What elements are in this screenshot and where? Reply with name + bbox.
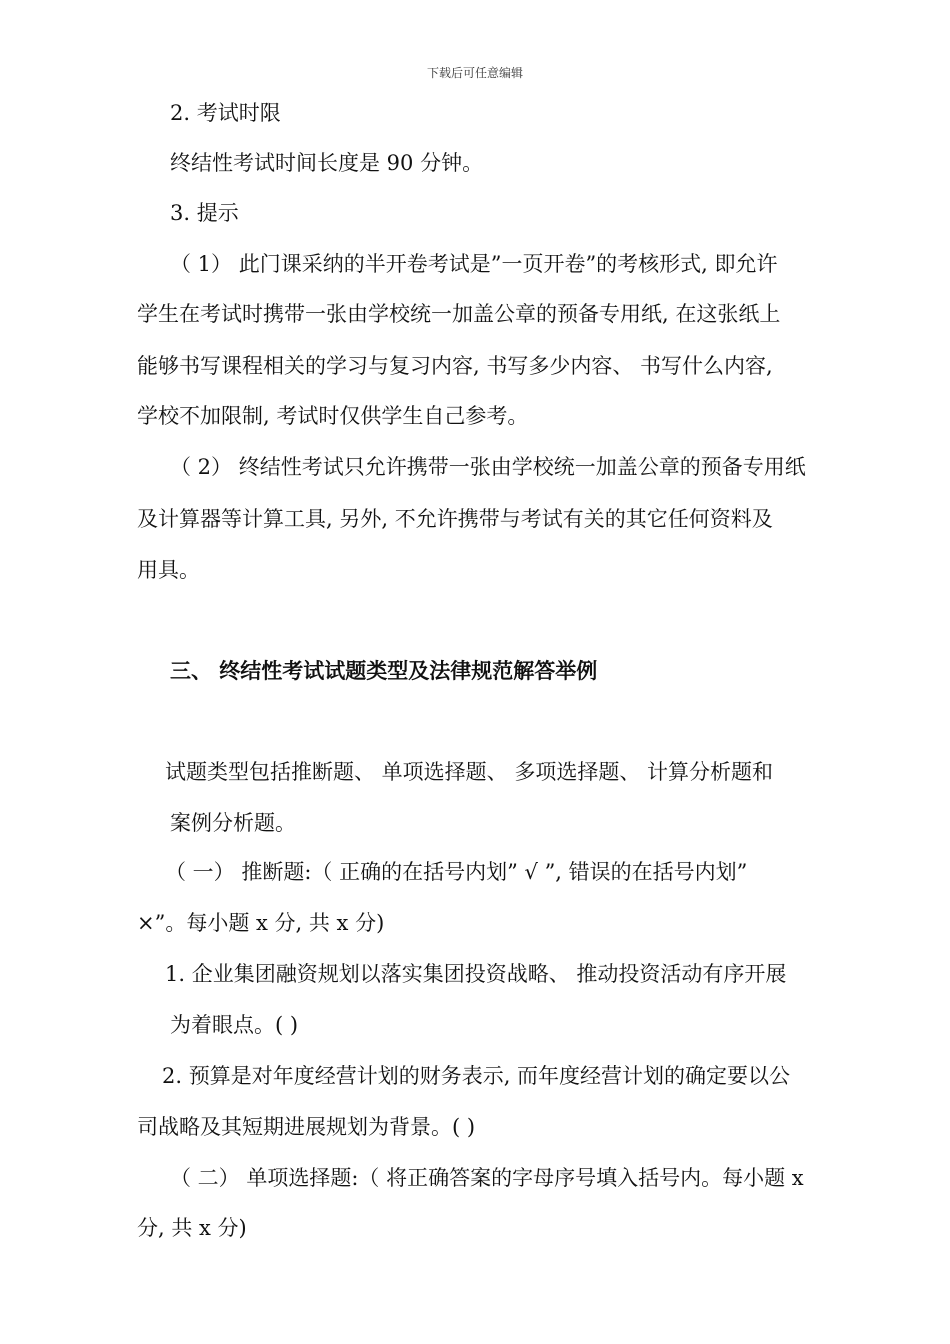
question-types-line-1: 试题类型包括推断题、 单项选择题、 多项选择题、 计算分析题和 [165,760,774,784]
page-header: 下载后可任意编辑 [426,66,523,80]
hint-2-line-1: （ 2） 终结性考试只允许携带一张由学校统一加盖公章的预备专用纸 [170,455,806,479]
single-choice-heading-line-2: 分, 共 x 分) [137,1216,247,1240]
hint-1-line-1: （ 1） 此门课采纳的半开卷考试是”一页开卷”的考核形式, 即允许 [170,252,778,276]
section-hints-heading: 3. 提示 [170,201,239,225]
hint-1-line-4: 学校不加限制, 考试时仅供学生自己参考。 [137,404,529,428]
hint-2-line-2: 及计算器等计算工具, 另外, 不允许携带与考试有关的其它任何资料及 [137,507,773,531]
question-1-line-1: 1. 企业集团融资规划以落实集团投资战略、 推动投资活动有序开展 [165,962,787,986]
single-choice-heading-line-1: （ 二） 单项选择题:（ 将正确答案的字母序号填入括号内。每小题 x [170,1166,804,1190]
exam-duration-text: 终结性考试时间长度是 90 分钟。 [170,151,484,175]
true-false-heading-line-1: （ 一） 推断题:（ 正确的在括号内划” √ ”, 错误的在括号内划” [165,860,748,884]
question-1-line-2: 为着眼点。( ) [170,1013,299,1037]
hint-2-line-3: 用具。 [137,558,200,582]
hint-1-line-3: 能够书写课程相关的学习与复习内容, 书写多少内容、 书写什么内容, [137,354,773,378]
question-2-line-2: 司战略及其短期进展规划为背景。( ) [137,1115,476,1139]
question-2-line-1: 2. 预算是对年度经营计划的财务表示, 而年度经营计划的确定要以公 [162,1064,791,1088]
question-types-line-2: 案例分析题。 [170,811,296,835]
hint-1-line-2: 学生在考试时携带一张由学校统一加盖公章的预备专用纸, 在这张纸上 [137,302,781,326]
section-exam-duration-heading: 2. 考试时限 [170,101,281,125]
section-three-heading: 三、 终结性考试试题类型及法律规范解答举例 [170,659,598,683]
true-false-heading-line-2: ×”。每小题 x 分, 共 x 分) [137,911,385,935]
